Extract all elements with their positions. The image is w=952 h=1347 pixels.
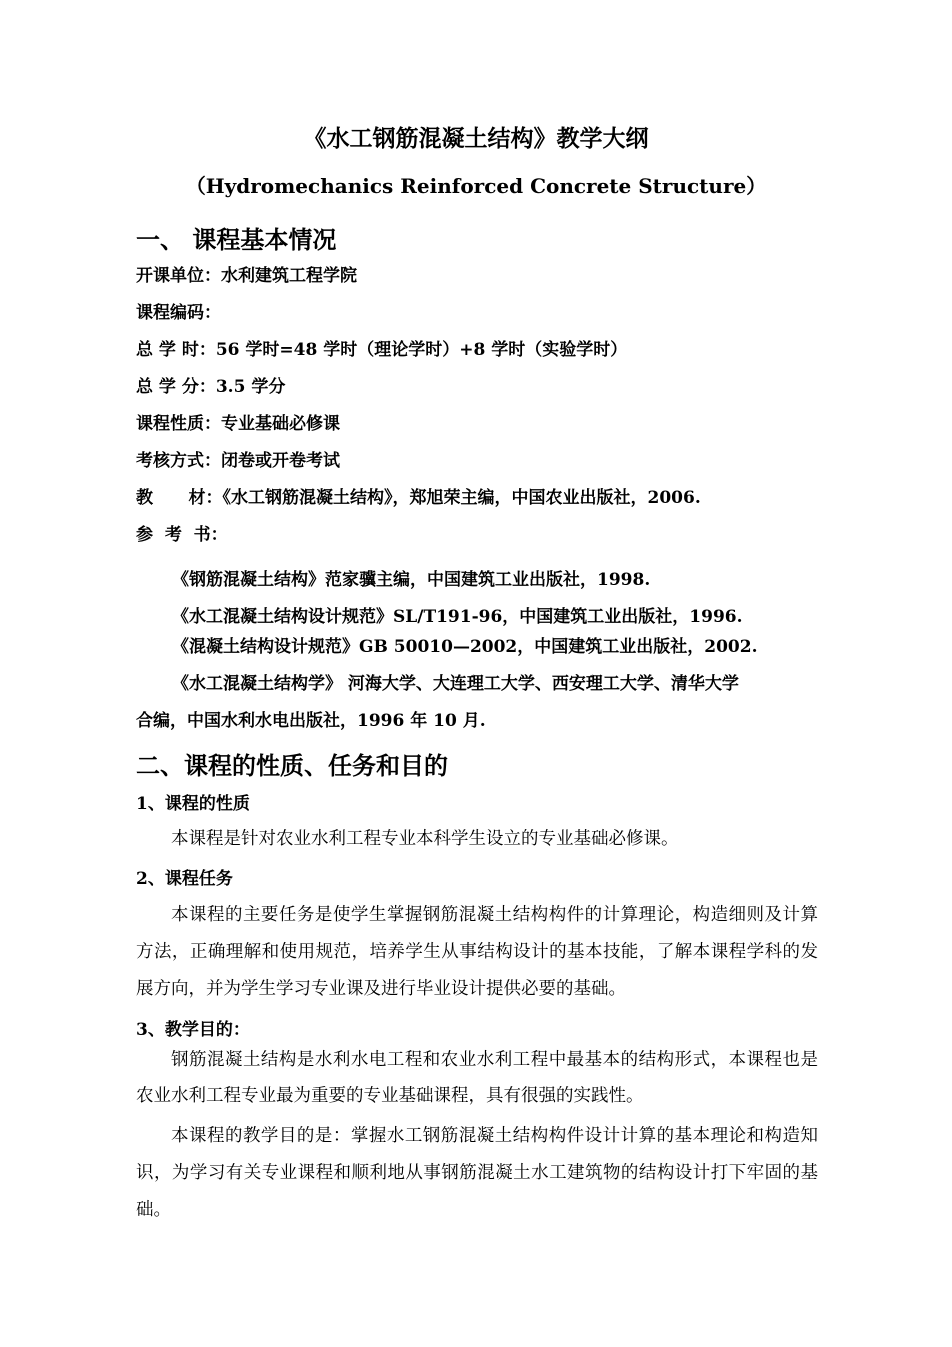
info-assessment: 考核方式：闭卷或开卷考试 xyxy=(136,451,340,471)
info-total-credits: 总 学 分：3.5 学分 xyxy=(136,377,286,397)
reference-item: 《水工混凝土结构设计规范》SL/T191-96，中国建筑工业出版社，1996. xyxy=(172,607,743,627)
reference-item: 《钢筋混凝土结构》范家骥主编，中国建筑工业出版社，1998. xyxy=(172,570,651,590)
paragraph-teaching-goals-1: 钢筋混凝土结构是水利水电工程和农业水利工程中最基本的结构形式，本课程也是农业水利工程专业最为重要的专业基础课程，具有很强的实践性。 xyxy=(136,1050,818,1106)
info-department: 开课单位：水利建筑工程学院 xyxy=(136,266,357,286)
section-heading-basic-info: 一、 课程基本情况 xyxy=(136,225,337,254)
reference-item: 《混凝土结构设计规范》GB 50010—2002，中国建筑工业出版社，2002. xyxy=(172,637,758,657)
paragraph-teaching-goals-2: 本课程的教学目的是：掌握水工钢筋混凝土结构构件设计计算的基本理论和构造知识，为学习有关专业课程和顺利地从事钢筋混凝土水工建筑物的结构设计打下牢固的基础。 xyxy=(136,1126,818,1220)
info-references-label: 参 考 书： xyxy=(136,525,228,545)
reference-item: 《水工混凝土结构学》 河海大学、大连理工大学、西安理工大学、清华大学 xyxy=(172,674,739,694)
subheading-teaching-goals: 3、教学目的： xyxy=(136,1020,250,1040)
paragraph-course-nature: 本课程是针对农业水利工程专业本科学生设立的专业基础必修课。 xyxy=(171,829,679,849)
document-title: 《水工钢筋混凝土结构》教学大纲 xyxy=(303,125,649,152)
info-course-nature: 课程性质：专业基础必修课 xyxy=(136,414,340,434)
section-heading-nature-tasks: 二、课程的性质、任务和目的 xyxy=(136,751,448,780)
reference-item-continuation: 合编，中国水利水电出版社，1996 年 10 月. xyxy=(136,711,486,731)
info-total-hours: 总 学 时：56 学时=48 学时（理论学时）+8 学时（实验学时） xyxy=(136,340,628,360)
document-subtitle: （Hydromechanics Reinforced Concrete Structure） xyxy=(185,174,767,198)
info-course-code: 课程编码： xyxy=(136,303,221,323)
info-textbook: 教 材：《水工钢筋混凝土结构》，郑旭荣主编，中国农业出版社，2006. xyxy=(136,488,701,508)
subheading-course-nature: 1、课程的性质 xyxy=(136,794,250,814)
paragraph-course-tasks: 本课程的主要任务是使学生掌握钢筋混凝土结构构件的计算理论，构造细则及计算方法，正确理解和使用规范，培养学生从事结构设计的基本技能，了解本课程学科的发展方向，并为学生学习专业课及进行毕业设计提供必要的基础。 xyxy=(136,905,818,999)
subheading-course-tasks: 2、课程任务 xyxy=(136,869,233,889)
